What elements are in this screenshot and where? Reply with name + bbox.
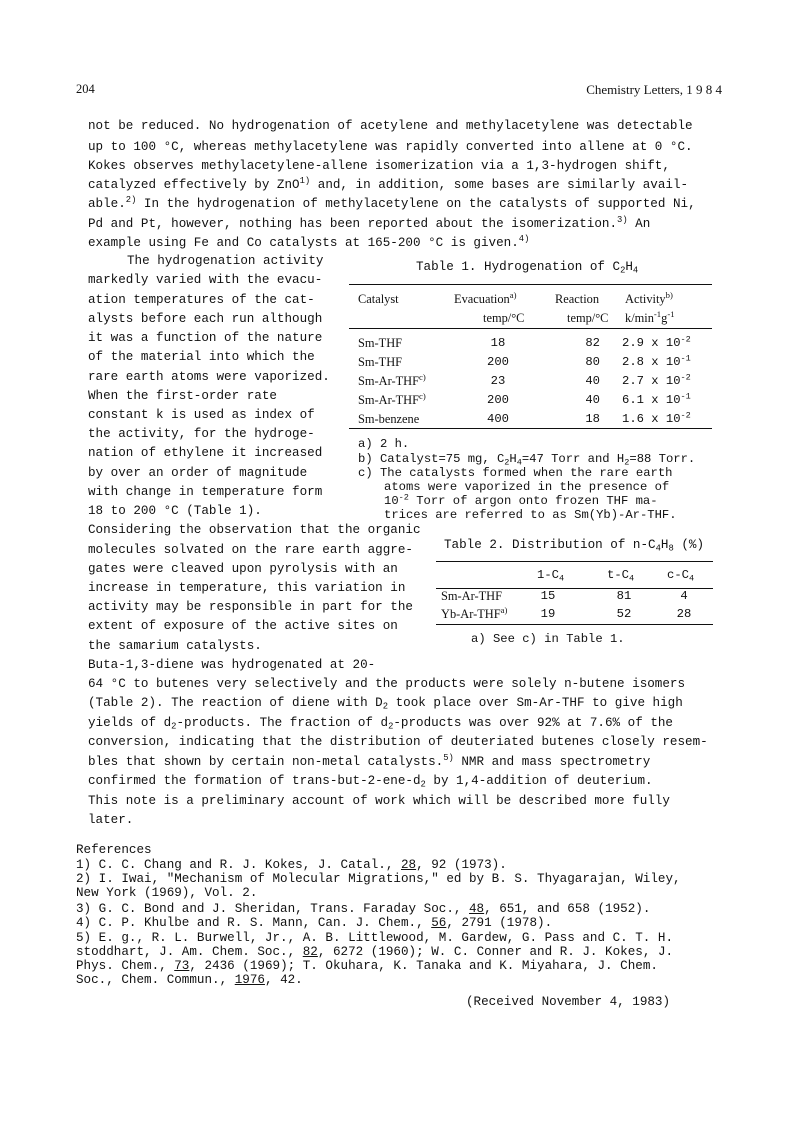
- reference-5-cont-2: Phys. Chem., 73, 2436 (1969); T. Okuhara, K. Tanaka and K. Miyahara, J. Chem.: [76, 959, 658, 973]
- table-1-cell-evac: 400: [487, 412, 509, 426]
- table-1-note-c2: atoms were vaporized in the presence of: [384, 480, 670, 494]
- table-2-header-cell: $c-C_4$: [667, 568, 695, 584]
- table-2-cell-value: 15: [540, 589, 556, 603]
- table-1-note-c3: $10^{-2}$ Torr of argon onto frozen THF ma-: [384, 492, 658, 508]
- paragraph-2-line: 18 to 200 °C (Table 1).: [88, 504, 262, 518]
- table-1-cell-catalyst: Sm-Ar-THF$^{c)}$: [358, 391, 426, 407]
- table-1-cell-evac: 200: [487, 355, 509, 369]
- paragraph-4-line: This note is a preliminary account of work which will be described more fully: [88, 794, 670, 808]
- table-1-header-catalyst: Catalyst: [358, 292, 399, 306]
- table-2-cell-catalyst: Sm-Ar-THF: [441, 589, 503, 603]
- paragraph-3-line: Buta-1,3-diene was hydrogenated at 20-: [88, 658, 376, 672]
- table-1-rule-bottom: [349, 428, 712, 429]
- table-2-title: Table 2. Distribution of $n-C_4H_8$ (%): [444, 538, 705, 554]
- paragraph-4-line: later.: [88, 813, 134, 827]
- reference-1: 1) C. C. Chang and R. J. Kokes, J. Catal., 28, 92 (1973).: [76, 858, 507, 872]
- table-1-cell-react: 40: [585, 374, 600, 388]
- paragraph-3-line: bles that shown by certain non-metal catalysts.$^{5)}$ NMR and mass spectrometry: [88, 753, 651, 769]
- paragraph-2-line: Considering the observation that the organic: [88, 523, 421, 537]
- paragraph-2-line: the activity, for the hydroge-: [88, 427, 315, 441]
- paragraph-3-line: confirmed the formation of trans-$but-2-ene-d_2$ by 1,4-addition of deuterium.: [88, 774, 653, 790]
- table-2-cell-value: 4: [680, 589, 688, 603]
- reference-4: 4) C. P. Khulbe and R. S. Mann, Can. J. Chem., 56, 2791 (1978).: [76, 916, 553, 930]
- reference-5-cont-3: Soc., Chem. Commun., 1976, 42.: [76, 973, 303, 987]
- table-1-unit-activity: $k/\min^{-1}g^{-1}$: [625, 309, 675, 325]
- reference-2: 2) I. Iwai, "Mechanism of Molecular Migrations," ed by B. S. Thyagarajan, Wiley,: [76, 872, 681, 886]
- reference-3: 3) G. C. Bond and J. Sheridan, Trans. Faraday Soc., 48, 651, and 658 (1952).: [76, 902, 651, 916]
- paragraph-2-line: with change in temperature form: [88, 485, 323, 499]
- table-2-header-cell: $t-C_4$: [607, 568, 635, 584]
- table-1-rule-top: [349, 284, 712, 285]
- table-1-note-a: a) 2 h.: [358, 437, 410, 451]
- table-1-cell-activity: 2.8 x $10^{-1}$: [622, 353, 691, 369]
- table-2-header-cell: $1-C_4$: [537, 568, 565, 584]
- table-2-cell-value: 52: [616, 607, 632, 621]
- reference-5-cont-1: stoddhart, J. Am. Chem. Soc., 82, 6272 (1960); W. C. Conner and R. J. Kokes, J.: [76, 945, 674, 959]
- paragraph-2-line: When the first-order rate: [88, 389, 277, 403]
- paragraph-1-line: able.$^{2)}$ In the hydrogenation of methylacetylene on the catalysts of supported Ni,: [88, 195, 696, 211]
- paragraph-2-line: extent of exposure of the active sites on: [88, 619, 398, 633]
- paragraph-1-line: Pd and Pt, however, nothing has been reported about the isomerization.$^{3)}$ An: [88, 215, 651, 231]
- paragraph-2-line: activity may be responsible in part for the: [88, 600, 413, 614]
- table-2-cell-value: 81: [616, 589, 632, 603]
- table-1-header-reaction: Reaction: [555, 292, 600, 306]
- table-1-cell-react: 80: [585, 355, 600, 369]
- table-1-note-c4: trices are referred to as Sm(Yb)-Ar-THF.: [384, 508, 677, 522]
- paragraph-2-line: markedly varied with the evacu-: [88, 273, 323, 287]
- paragraph-2-line: by over an order of magnitude: [88, 466, 308, 480]
- table-1-cell-activity: 2.7 x $10^{-2}$: [622, 372, 691, 388]
- paragraph-2-line: constant k is used as index of: [88, 408, 315, 422]
- journal-header: Chemistry Letters, 1 9 8 4: [586, 82, 722, 97]
- paragraph-2-line: increase in temperature, this variation in: [88, 581, 406, 595]
- received-date: (Received November 4, 1983): [466, 995, 671, 1009]
- table-1-cell-evac: 23: [490, 374, 506, 388]
- paragraph-2-line: it was a function of the nature: [88, 331, 323, 345]
- table-2-cell-catalyst: Yb-Ar-THF$^{a)}$: [441, 605, 508, 621]
- paragraph-2-line: nation of ethylene it increased: [88, 446, 323, 460]
- paragraph-2-line: ation temperatures of the cat-: [88, 293, 315, 307]
- table-1-cell-catalyst: Sm-THF: [358, 336, 403, 350]
- table-1-cell-activity: 2.9 x $10^{-2}$: [622, 334, 691, 350]
- paragraph-2-line: of the material into which the: [88, 350, 315, 364]
- table-1-cell-evac: 18: [490, 336, 506, 350]
- table-1-header-evacuation: Evacuation$^{a)}$: [454, 290, 517, 306]
- table-1-cell-activity: 1.6 x $10^{-2}$: [622, 410, 691, 426]
- paragraph-2-line: gates were cleaved upon pyrolysis with an: [88, 562, 398, 576]
- table-1-cell-react: 40: [585, 393, 600, 407]
- table-1-rule-mid: [349, 328, 712, 329]
- paragraph-3-line: (Table 2). The reaction of diene with $D_2$ took place over Sm-Ar-THF to give high: [88, 696, 683, 712]
- table-1-cell-catalyst: Sm-THF: [358, 355, 403, 369]
- paragraph-1-line: catalyzed effectively by ZnO$^{1)}$ and, in addition, some bases are similarly avail-: [88, 176, 689, 192]
- table-1-cell-activity: 6.1 x $10^{-1}$: [622, 391, 691, 407]
- table-1-cell-react: 18: [585, 412, 600, 426]
- paragraph-1-line: not be reduced. No hydrogenation of acetylene and methylacetylene was detectable: [88, 119, 693, 133]
- paragraph-2-line: The hydrogenation activity: [127, 254, 324, 268]
- paragraph-2-line: the samarium catalysts.: [88, 639, 262, 653]
- paragraph-3-line: conversion, indicating that the distribution of deuteriated butenes closely resem-: [88, 735, 708, 749]
- paragraph-2-line: molecules solvated on the rare earth aggre-: [88, 543, 413, 557]
- table-2-note: a) See c) in Table 1.: [471, 632, 625, 646]
- paragraph-1-line: example using Fe and Co catalysts at 165-200 °C is given.$^{4)}$: [88, 234, 530, 250]
- table-2-cell-value: 28: [676, 607, 692, 621]
- table-1-cell-react: 82: [585, 336, 600, 350]
- reference-5: 5) E. g., R. L. Burwell, Jr., A. B. Littlewood, M. Gardew, G. Pass and C. T. H.: [76, 931, 674, 945]
- paragraph-2-line: rare earth atoms were vaporized.: [88, 370, 330, 384]
- paragraph-3-line: 64 °C to butenes very selectively and the products were solely n-butene isomers: [88, 677, 686, 691]
- paragraph-1-line: Kokes observes methylacetylene-allene isomerization via a 1,3-hydrogen shift,: [88, 159, 670, 173]
- references-heading: References: [76, 843, 152, 857]
- table-2-rule-bottom: [436, 624, 713, 625]
- table-1-unit-evac: temp/°C: [483, 311, 525, 325]
- table-1-note-c1: c) The catalysts formed when the rare earth: [358, 466, 673, 480]
- table-2-cell-value: 19: [540, 607, 556, 621]
- table-1-cell-catalyst: Sm-benzene: [358, 412, 420, 426]
- table-1-title: Table 1. Hydrogenation of $C_2H_4$: [416, 260, 639, 276]
- table-1-cell-catalyst: Sm-Ar-THF$^{c)}$: [358, 372, 426, 388]
- reference-2-cont: New York (1969), Vol. 2.: [76, 886, 258, 900]
- table-1-unit-react: temp/°C: [567, 311, 609, 325]
- table-1-note-b: b) Catalyst=75 mg, $C_2H_4=47$ Torr and $H_2=88$ Torr.: [358, 452, 696, 468]
- table-1-header-activity: Activity$^{b)}$: [625, 290, 673, 306]
- paragraph-1-line: up to 100 °C, whereas methylacetylene was rapidly converted into allene at 0 °C.: [88, 140, 693, 154]
- paragraph-2-line: alysts before each run although: [88, 312, 323, 326]
- table-1-cell-evac: 200: [487, 393, 509, 407]
- paragraph-3-line: yields of $d_2$-products. The fraction of $d_2$-products was over 92% at 7.6% of the: [88, 716, 673, 732]
- table-2-rule-top: [436, 561, 713, 562]
- page-number: 204: [76, 82, 95, 96]
